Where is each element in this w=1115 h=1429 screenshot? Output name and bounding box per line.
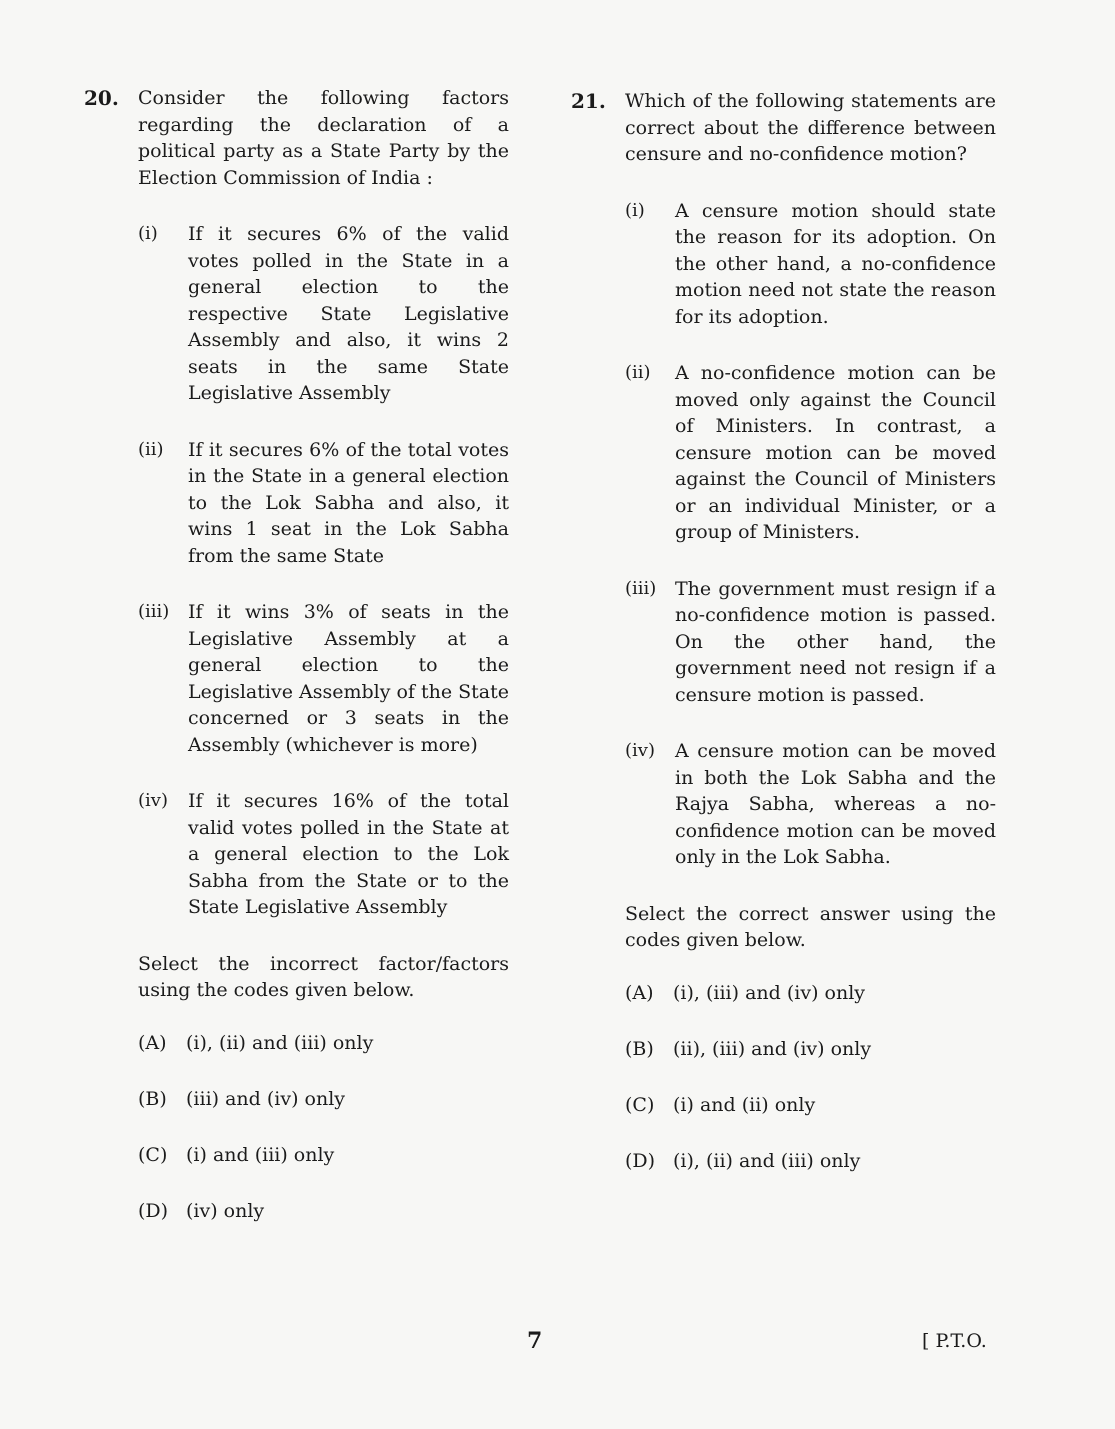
option-text: (iii) and (iv) only — [186, 1087, 346, 1110]
option-d[interactable] — [625, 1148, 996, 1174]
statement-label: (iii) — [625, 577, 657, 599]
statement-ii — [625, 360, 996, 546]
option-b[interactable] — [138, 1086, 509, 1112]
option-text: (i), (iii) and (iv) only — [673, 981, 866, 1004]
statement-text: If it secures 6% of the valid votes polled in the State in a general election to the respective State Legislative Assembly and also, it wins 2 seats in the same State Legislative Assembly — [188, 223, 509, 404]
statement-iii — [625, 576, 996, 709]
statement-iii — [138, 599, 509, 758]
option-label: (A) — [625, 981, 654, 1004]
statement-label: (iii) — [138, 601, 170, 622]
option-label: (B) — [138, 1087, 167, 1110]
option-label: (A) — [138, 1031, 167, 1054]
option-text: (i) and (ii) only — [673, 1093, 816, 1116]
statement-text: A censure motion should state the reason for its adoption. On the other hand, a no-confidence motion need not state the reason for its adoption. — [675, 199, 996, 328]
option-label: (D) — [138, 1199, 169, 1222]
pto-marker: [ P.T.O. — [922, 1330, 987, 1352]
question-20 — [84, 85, 509, 1254]
option-a[interactable] — [138, 1030, 509, 1056]
option-label: (D) — [625, 1149, 656, 1172]
option-text: (iv) only — [186, 1199, 265, 1222]
question-number: 21. — [571, 89, 606, 113]
statement-ii — [138, 437, 509, 570]
option-a[interactable] — [625, 980, 996, 1006]
option-b[interactable] — [625, 1036, 996, 1062]
statement-text: If it secures 6% of the total votes in the State in a general election to the Lok Sabha and also, it wins 1 seat in the Lok Sabha from the same State — [188, 438, 509, 567]
statement-label: (ii) — [138, 438, 164, 460]
question-text: Consider the following factors regarding the declaration of a political party as a State Party by the Election Commission of India : — [138, 87, 509, 189]
question-header — [571, 88, 996, 168]
question-text: Which of the following statements are correct about the difference between censure and no-confidence motion? — [625, 90, 996, 165]
statement-label: (i) — [625, 199, 645, 221]
statement-text: If it secures 16% of the total valid votes polled in the State at a general election to the Lok Sabha from the State or to the State Legislative Assembly — [188, 790, 509, 918]
option-label: (C) — [138, 1143, 168, 1166]
option-text: (ii), (iii) and (iv) only — [673, 1037, 872, 1060]
option-label: (B) — [625, 1037, 654, 1060]
statement-label: (i) — [138, 223, 158, 244]
answer-options — [138, 1030, 509, 1224]
option-text: (i), (ii) and (iii) only — [186, 1031, 374, 1054]
statement-label: (iv) — [138, 790, 168, 811]
page-number: 7 — [527, 1328, 543, 1354]
option-text: (i), (ii) and (iii) only — [673, 1149, 861, 1172]
answer-options — [625, 980, 996, 1174]
question-header — [84, 85, 509, 191]
statement-i — [138, 221, 509, 407]
option-c[interactable] — [625, 1092, 996, 1118]
option-c[interactable] — [138, 1142, 509, 1168]
statement-text: A censure motion can be moved in both the Lok Sabha and the Rajya Sabha, whereas a no-confidence motion can be moved only in the Lok Sabha. — [675, 740, 996, 868]
statement-label: (iv) — [625, 740, 655, 761]
instruction-text: Select the correct answer using the codes given below. — [625, 902, 996, 951]
question-number: 20. — [84, 86, 119, 110]
instruction-text: Select the incorrect factor/factors using the codes given below. — [138, 952, 509, 1001]
option-text: (i) and (iii) only — [186, 1143, 335, 1166]
statement-i — [625, 198, 996, 331]
statement-label: (ii) — [625, 362, 651, 383]
statement-text: A no-confidence motion can be moved only against the Council of Ministers. In contrast, a censure motion can be moved against the Council of Ministers or an individual Minister, or a group of Ministers. — [675, 362, 996, 543]
statement-iv — [625, 738, 996, 871]
question-21 — [571, 88, 996, 1204]
option-label: (C) — [625, 1093, 655, 1116]
option-d[interactable] — [138, 1198, 509, 1224]
statement-iv — [138, 788, 509, 921]
statement-text: If it wins 3% of seats in the Legislative Assembly at a general election to the Legislative Assembly of the State concerned or 3 seats in the Assembly (whichever is more) — [188, 601, 510, 756]
statement-text: The government must resign if a no-confidence motion is passed. On the other hand, the government need not resign if a censure motion is passed. — [675, 577, 996, 706]
